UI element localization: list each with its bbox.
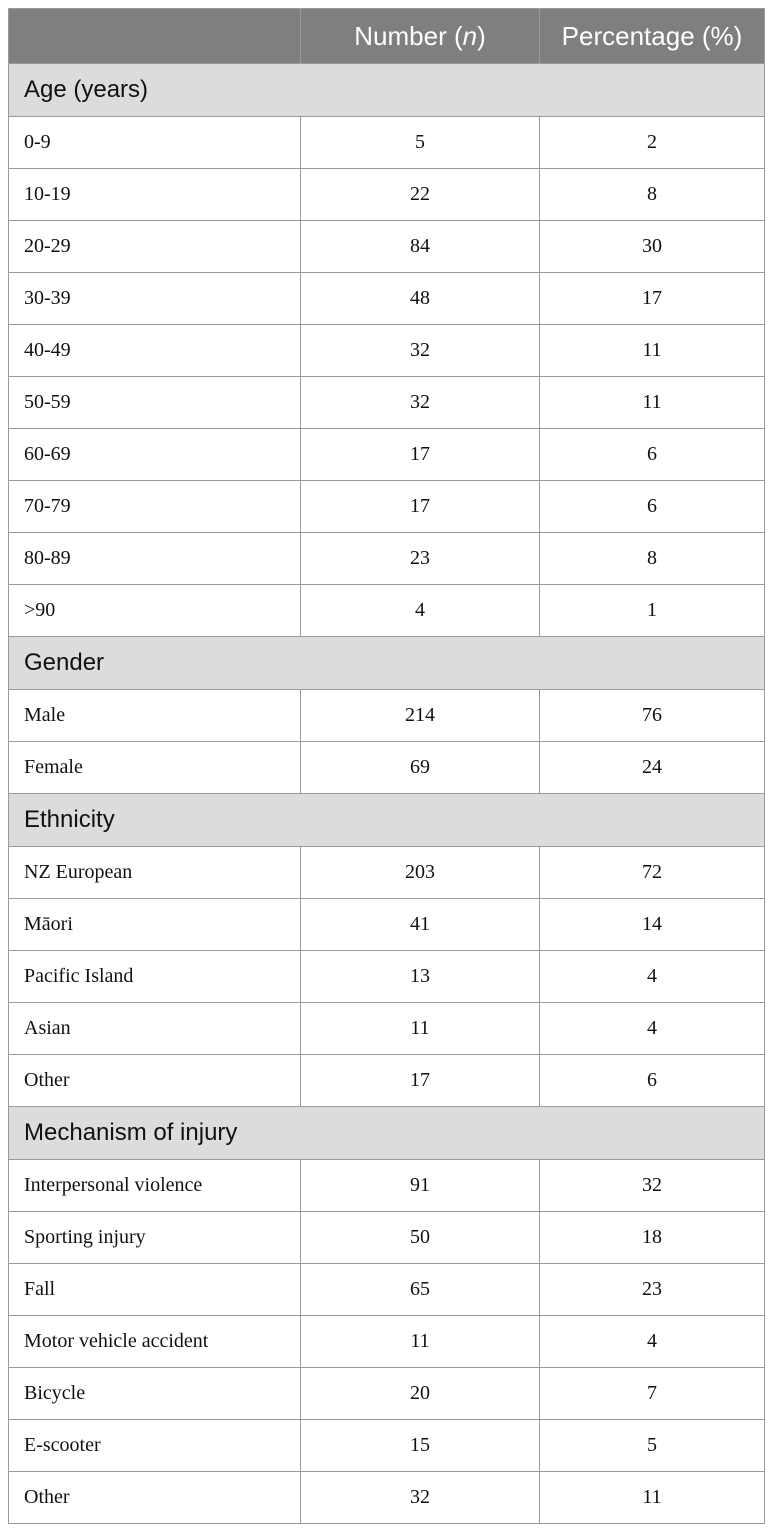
table-row bbox=[9, 1420, 765, 1472]
row-label: Motor vehicle accident bbox=[9, 1316, 301, 1368]
row-label: 20-29 bbox=[9, 221, 301, 273]
row-label: Female bbox=[9, 742, 301, 794]
header-number-symbol: n bbox=[462, 20, 478, 51]
section-title: Age (years) bbox=[9, 64, 765, 117]
table-row bbox=[9, 585, 765, 637]
row-percent: 17 bbox=[540, 273, 765, 325]
row-number: 203 bbox=[301, 847, 540, 899]
row-percent: 14 bbox=[540, 899, 765, 951]
row-number: 69 bbox=[301, 742, 540, 794]
row-percent: 5 bbox=[540, 1420, 765, 1472]
row-label: 70-79 bbox=[9, 481, 301, 533]
row-number: 65 bbox=[301, 1264, 540, 1316]
row-label: Male bbox=[9, 690, 301, 742]
row-label: >90 bbox=[9, 585, 301, 637]
header-blank-cell bbox=[9, 9, 301, 64]
table-row bbox=[9, 1472, 765, 1524]
row-percent: 30 bbox=[540, 221, 765, 273]
row-percent: 2 bbox=[540, 117, 765, 169]
row-label: Other bbox=[9, 1472, 301, 1524]
row-percent: 24 bbox=[540, 742, 765, 794]
row-label: 50-59 bbox=[9, 377, 301, 429]
demographics-table bbox=[8, 8, 765, 1524]
table-row bbox=[9, 847, 765, 899]
section-title: Ethnicity bbox=[9, 794, 765, 847]
header-number-prefix: Number ( bbox=[354, 20, 463, 51]
row-number: 20 bbox=[301, 1368, 540, 1420]
row-percent: 8 bbox=[540, 533, 765, 585]
row-number: 84 bbox=[301, 221, 540, 273]
table-row bbox=[9, 1003, 765, 1055]
table-header-row bbox=[9, 9, 765, 64]
row-label: NZ European bbox=[9, 847, 301, 899]
row-number: 32 bbox=[301, 325, 540, 377]
row-label: 60-69 bbox=[9, 429, 301, 481]
table-row bbox=[9, 273, 765, 325]
row-percent: 32 bbox=[540, 1160, 765, 1212]
row-percent: 11 bbox=[540, 1472, 765, 1524]
row-label: Fall bbox=[9, 1264, 301, 1316]
row-label: Pacific Island bbox=[9, 951, 301, 1003]
table-row bbox=[9, 377, 765, 429]
header-number bbox=[301, 9, 540, 64]
row-number: 32 bbox=[301, 377, 540, 429]
row-percent: 76 bbox=[540, 690, 765, 742]
row-percent: 6 bbox=[540, 1055, 765, 1107]
row-number: 22 bbox=[301, 169, 540, 221]
table-row bbox=[9, 1316, 765, 1368]
row-number: 23 bbox=[301, 533, 540, 585]
table-row bbox=[9, 325, 765, 377]
table-row bbox=[9, 1055, 765, 1107]
row-label: Bicycle bbox=[9, 1368, 301, 1420]
row-label: Sporting injury bbox=[9, 1212, 301, 1264]
section-header-row bbox=[9, 794, 765, 847]
row-label: E-scooter bbox=[9, 1420, 301, 1472]
table-row bbox=[9, 221, 765, 273]
row-number: 32 bbox=[301, 1472, 540, 1524]
table-row bbox=[9, 951, 765, 1003]
section-title: Gender bbox=[9, 637, 765, 690]
row-percent: 6 bbox=[540, 429, 765, 481]
row-number: 11 bbox=[301, 1003, 540, 1055]
row-percent: 1 bbox=[540, 585, 765, 637]
table-row bbox=[9, 169, 765, 221]
row-number: 91 bbox=[301, 1160, 540, 1212]
section-header-row bbox=[9, 637, 765, 690]
section-title: Mechanism of injury bbox=[9, 1107, 765, 1160]
row-number: 41 bbox=[301, 899, 540, 951]
row-number: 5 bbox=[301, 117, 540, 169]
table-body bbox=[9, 64, 765, 1524]
row-number: 15 bbox=[301, 1420, 540, 1472]
row-percent: 8 bbox=[540, 169, 765, 221]
header-percentage: Percentage (%) bbox=[540, 9, 765, 64]
row-number: 13 bbox=[301, 951, 540, 1003]
row-percent: 4 bbox=[540, 1003, 765, 1055]
row-number: 50 bbox=[301, 1212, 540, 1264]
table-row bbox=[9, 899, 765, 951]
row-number: 11 bbox=[301, 1316, 540, 1368]
row-label: 30-39 bbox=[9, 273, 301, 325]
row-percent: 11 bbox=[540, 325, 765, 377]
row-label: 40-49 bbox=[9, 325, 301, 377]
row-label: Other bbox=[9, 1055, 301, 1107]
table-row bbox=[9, 117, 765, 169]
table-row bbox=[9, 429, 765, 481]
table-row bbox=[9, 1368, 765, 1420]
table-row bbox=[9, 533, 765, 585]
row-label: 10-19 bbox=[9, 169, 301, 221]
table-row bbox=[9, 1212, 765, 1264]
header-number-suffix: ) bbox=[477, 20, 486, 51]
row-percent: 72 bbox=[540, 847, 765, 899]
row-percent: 7 bbox=[540, 1368, 765, 1420]
row-percent: 6 bbox=[540, 481, 765, 533]
row-label: Interpersonal violence bbox=[9, 1160, 301, 1212]
row-label: Māori bbox=[9, 899, 301, 951]
row-number: 48 bbox=[301, 273, 540, 325]
row-percent: 23 bbox=[540, 1264, 765, 1316]
row-percent: 11 bbox=[540, 377, 765, 429]
row-number: 17 bbox=[301, 429, 540, 481]
row-percent: 4 bbox=[540, 951, 765, 1003]
row-percent: 18 bbox=[540, 1212, 765, 1264]
row-number: 214 bbox=[301, 690, 540, 742]
section-header-row bbox=[9, 64, 765, 117]
table-row bbox=[9, 690, 765, 742]
row-label: 80-89 bbox=[9, 533, 301, 585]
row-number: 17 bbox=[301, 481, 540, 533]
section-header-row bbox=[9, 1107, 765, 1160]
row-number: 17 bbox=[301, 1055, 540, 1107]
table-row bbox=[9, 742, 765, 794]
table-row bbox=[9, 481, 765, 533]
table-row bbox=[9, 1264, 765, 1316]
row-number: 4 bbox=[301, 585, 540, 637]
table-row bbox=[9, 1160, 765, 1212]
row-percent: 4 bbox=[540, 1316, 765, 1368]
row-label: 0-9 bbox=[9, 117, 301, 169]
row-label: Asian bbox=[9, 1003, 301, 1055]
